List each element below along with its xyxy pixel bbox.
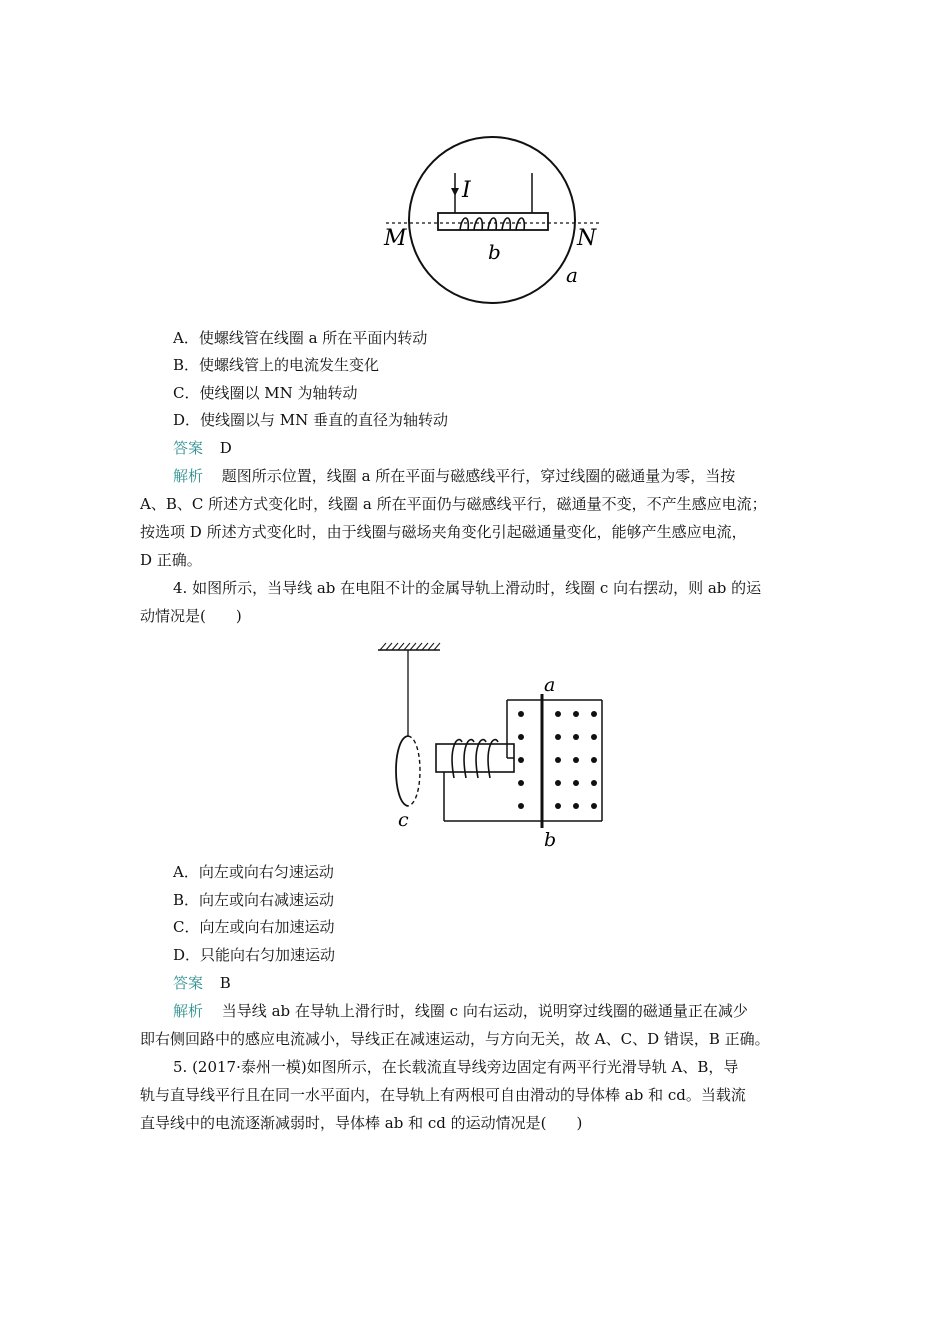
analysis-text: 当导线 ab 在导轨上滑行时，线圈 c 向右运动，说明穿过线圈的磁通量正在减少 [221,1002,748,1020]
label-b: b [544,829,557,851]
field-dot [518,757,524,763]
q4-answer [173,973,231,993]
label-I: I [462,178,471,203]
q4-option-a: A．向左或向右匀速运动 [173,863,334,881]
label-c: c [398,809,409,831]
field-dot [518,803,524,809]
q4-analysis-line-2: 即右侧回路中的感应电流减小，导线正在减速运动，与方向无关，故 A、C、D 错误，B 正确。 [140,1030,770,1048]
field-dot [518,711,524,717]
label-a: a [566,263,578,287]
current-arrow [451,188,459,196]
coil-c-back [408,736,420,806]
answer-value: B [219,974,231,992]
q3-analysis-line-2: A、B、C 所述方式变化时，线圈 a 所在平面仍与磁感线平行，磁通量不变，不产生感应电流； [140,495,767,513]
solenoid-winding [460,218,524,230]
field-dot [573,711,579,717]
q3-analysis-line-1 [173,466,735,486]
field-dot [573,780,579,786]
q5-stem-line-2: 轨与直导线平行且在同一水平面内，在导轨上有两根可自由滑动的导体棒 ab 和 cd。当载流 [140,1086,746,1104]
q4-option-d: D．只能向右匀加速运动 [173,946,336,964]
label-b: b [488,240,501,264]
q3-answer [173,438,232,458]
q5-stem-line-1: 5. (2017·泰州一模)如图所示，在长载流直导线旁边固定有两平行光滑导轨 A、B，导 [173,1058,739,1076]
q3-analysis-line-4: D 正确。 [140,551,202,569]
q3-option-c: C．使线圈以 MN 为轴转动 [173,384,358,402]
field-dot [591,711,597,717]
q4-option-c: C．向左或向右加速运动 [173,918,335,936]
q4-option-b: B．向左或向右减速运动 [173,891,335,909]
q4-analysis-line-1 [173,1001,748,1021]
field-dot [573,757,579,763]
field-dot [591,780,597,786]
field-dot [555,711,561,717]
coil-c-front [396,736,408,806]
ceiling-hatch [380,643,440,650]
field-dot [555,734,561,740]
answer-label: 答案 [173,974,204,992]
field-dot [555,757,561,763]
q3-analysis-line-3: 按选项 D 所述方式变化时，由于线圈与磁场夹角变化引起磁通量变化，能够产生感应电流， [140,523,747,541]
q4-stem-line-1: 4. 如图所示，当导线 ab 在电阻不计的金属导轨上滑动时，线圈 c 向右摆动，则 ab 的运 [173,579,762,597]
answer-value: D [219,439,232,457]
q3-option-a: A．使螺线管在线圈 a 所在平面内转动 [173,329,428,347]
q4-stem-line-2: 动情况是( ) [140,607,242,625]
solenoid-core [438,213,548,230]
figure-solenoid-coil [370,118,620,328]
field-dot [573,803,579,809]
analysis-label: 解析 [173,467,204,485]
label-N: N [577,226,597,251]
field-dot [555,780,561,786]
analysis-label: 解析 [173,1002,204,1020]
field-dot [518,734,524,740]
solenoid-body [436,744,514,772]
field-dot [573,734,579,740]
field-dot [555,803,561,809]
field-dot [518,780,524,786]
label-M: M [384,226,407,251]
q3-option-d: D．使线圈以与 MN 垂直的直径为轴转动 [173,411,449,429]
magnetic-field-dots [518,711,597,809]
field-dot [591,757,597,763]
label-a: a [544,674,556,696]
analysis-text: 题图所示位置，线圈 a 所在平面与磁感线平行，穿过线圈的磁通量为零，当按 [221,467,736,485]
q3-option-b: B．使螺线管上的电流发生变化 [173,356,380,374]
field-dot [591,734,597,740]
field-dot [591,803,597,809]
coil-a-circle [409,137,575,303]
figure-pendulum-rails [372,636,622,854]
q5-stem-line-3: 直导线中的电流逐渐减弱时，导体棒 ab 和 cd 的运动情况是( ) [140,1114,583,1132]
answer-label: 答案 [173,439,204,457]
